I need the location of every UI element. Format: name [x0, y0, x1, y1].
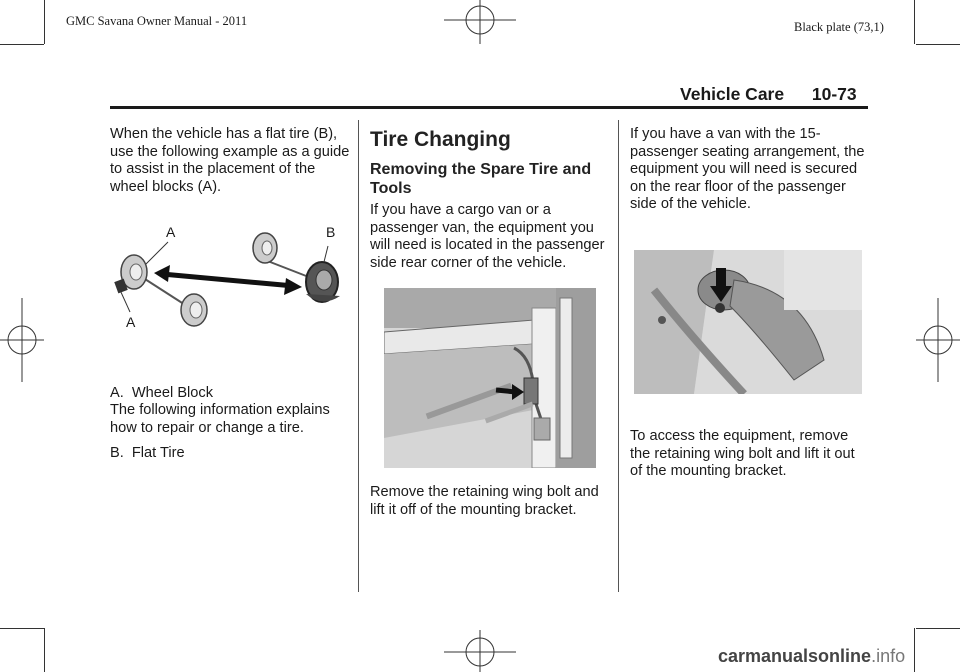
column-divider-1 — [358, 120, 359, 592]
legend-item: B. Flat Tire — [110, 444, 185, 461]
header-rule — [110, 106, 868, 109]
wheel-block-illustration — [110, 222, 354, 334]
legend-item: A. Wheel Block — [110, 385, 214, 402]
page-number: 10-73 — [811, 84, 857, 104]
section-title — [680, 84, 857, 105]
plate-label: Black plate (73,1) — [794, 20, 884, 34]
repair-info-text: The following information explains how to repair or change a tire. — [110, 402, 330, 436]
section-heading: Tire Changing — [370, 128, 511, 151]
wheel-block-intro: When the vehicle has a flat tire (B), use the following example as a guide to assist in the placement of the wheel blocks (A). — [110, 126, 350, 195]
access-equipment-text: To access the equipment, remove the retaining wing bolt and lift it out of the mounting bracket. — [630, 428, 855, 480]
label-a-top: A — [166, 224, 176, 240]
column-divider-2 — [618, 120, 619, 592]
label-b: B — [326, 224, 336, 240]
passenger-van-image — [634, 250, 862, 394]
watermark[interactable] — [718, 646, 905, 667]
subheading: Removing the Spare Tire and Tools — [370, 161, 592, 197]
manual-title: GMC Savana Owner Manual - 2011 — [66, 14, 248, 28]
wing-bolt-instruction: Remove the retaining wing bolt and lift it off of the mounting bracket. — [370, 484, 599, 518]
label-a-bottom: A — [126, 314, 136, 330]
cargo-van-photo — [384, 288, 596, 468]
passenger-van-text: If you have a van with the 15-passenger seating arrangement, the equipment you will need is secured on the rear floor of the passenger side of the vehicle. — [630, 126, 865, 213]
passenger-van-photo — [634, 250, 862, 394]
cargo-van-text: If you have a cargo van or a passenger van, the equipment you will need is located in the passenger side rear corner of the vehicle. — [370, 202, 605, 271]
watermark-main: carmanualsonline — [718, 646, 872, 666]
watermark-tld: .info — [871, 646, 906, 666]
cargo-van-image — [384, 288, 596, 468]
section-name: Vehicle Care — [680, 84, 785, 104]
wheel-block-figure — [110, 222, 354, 334]
